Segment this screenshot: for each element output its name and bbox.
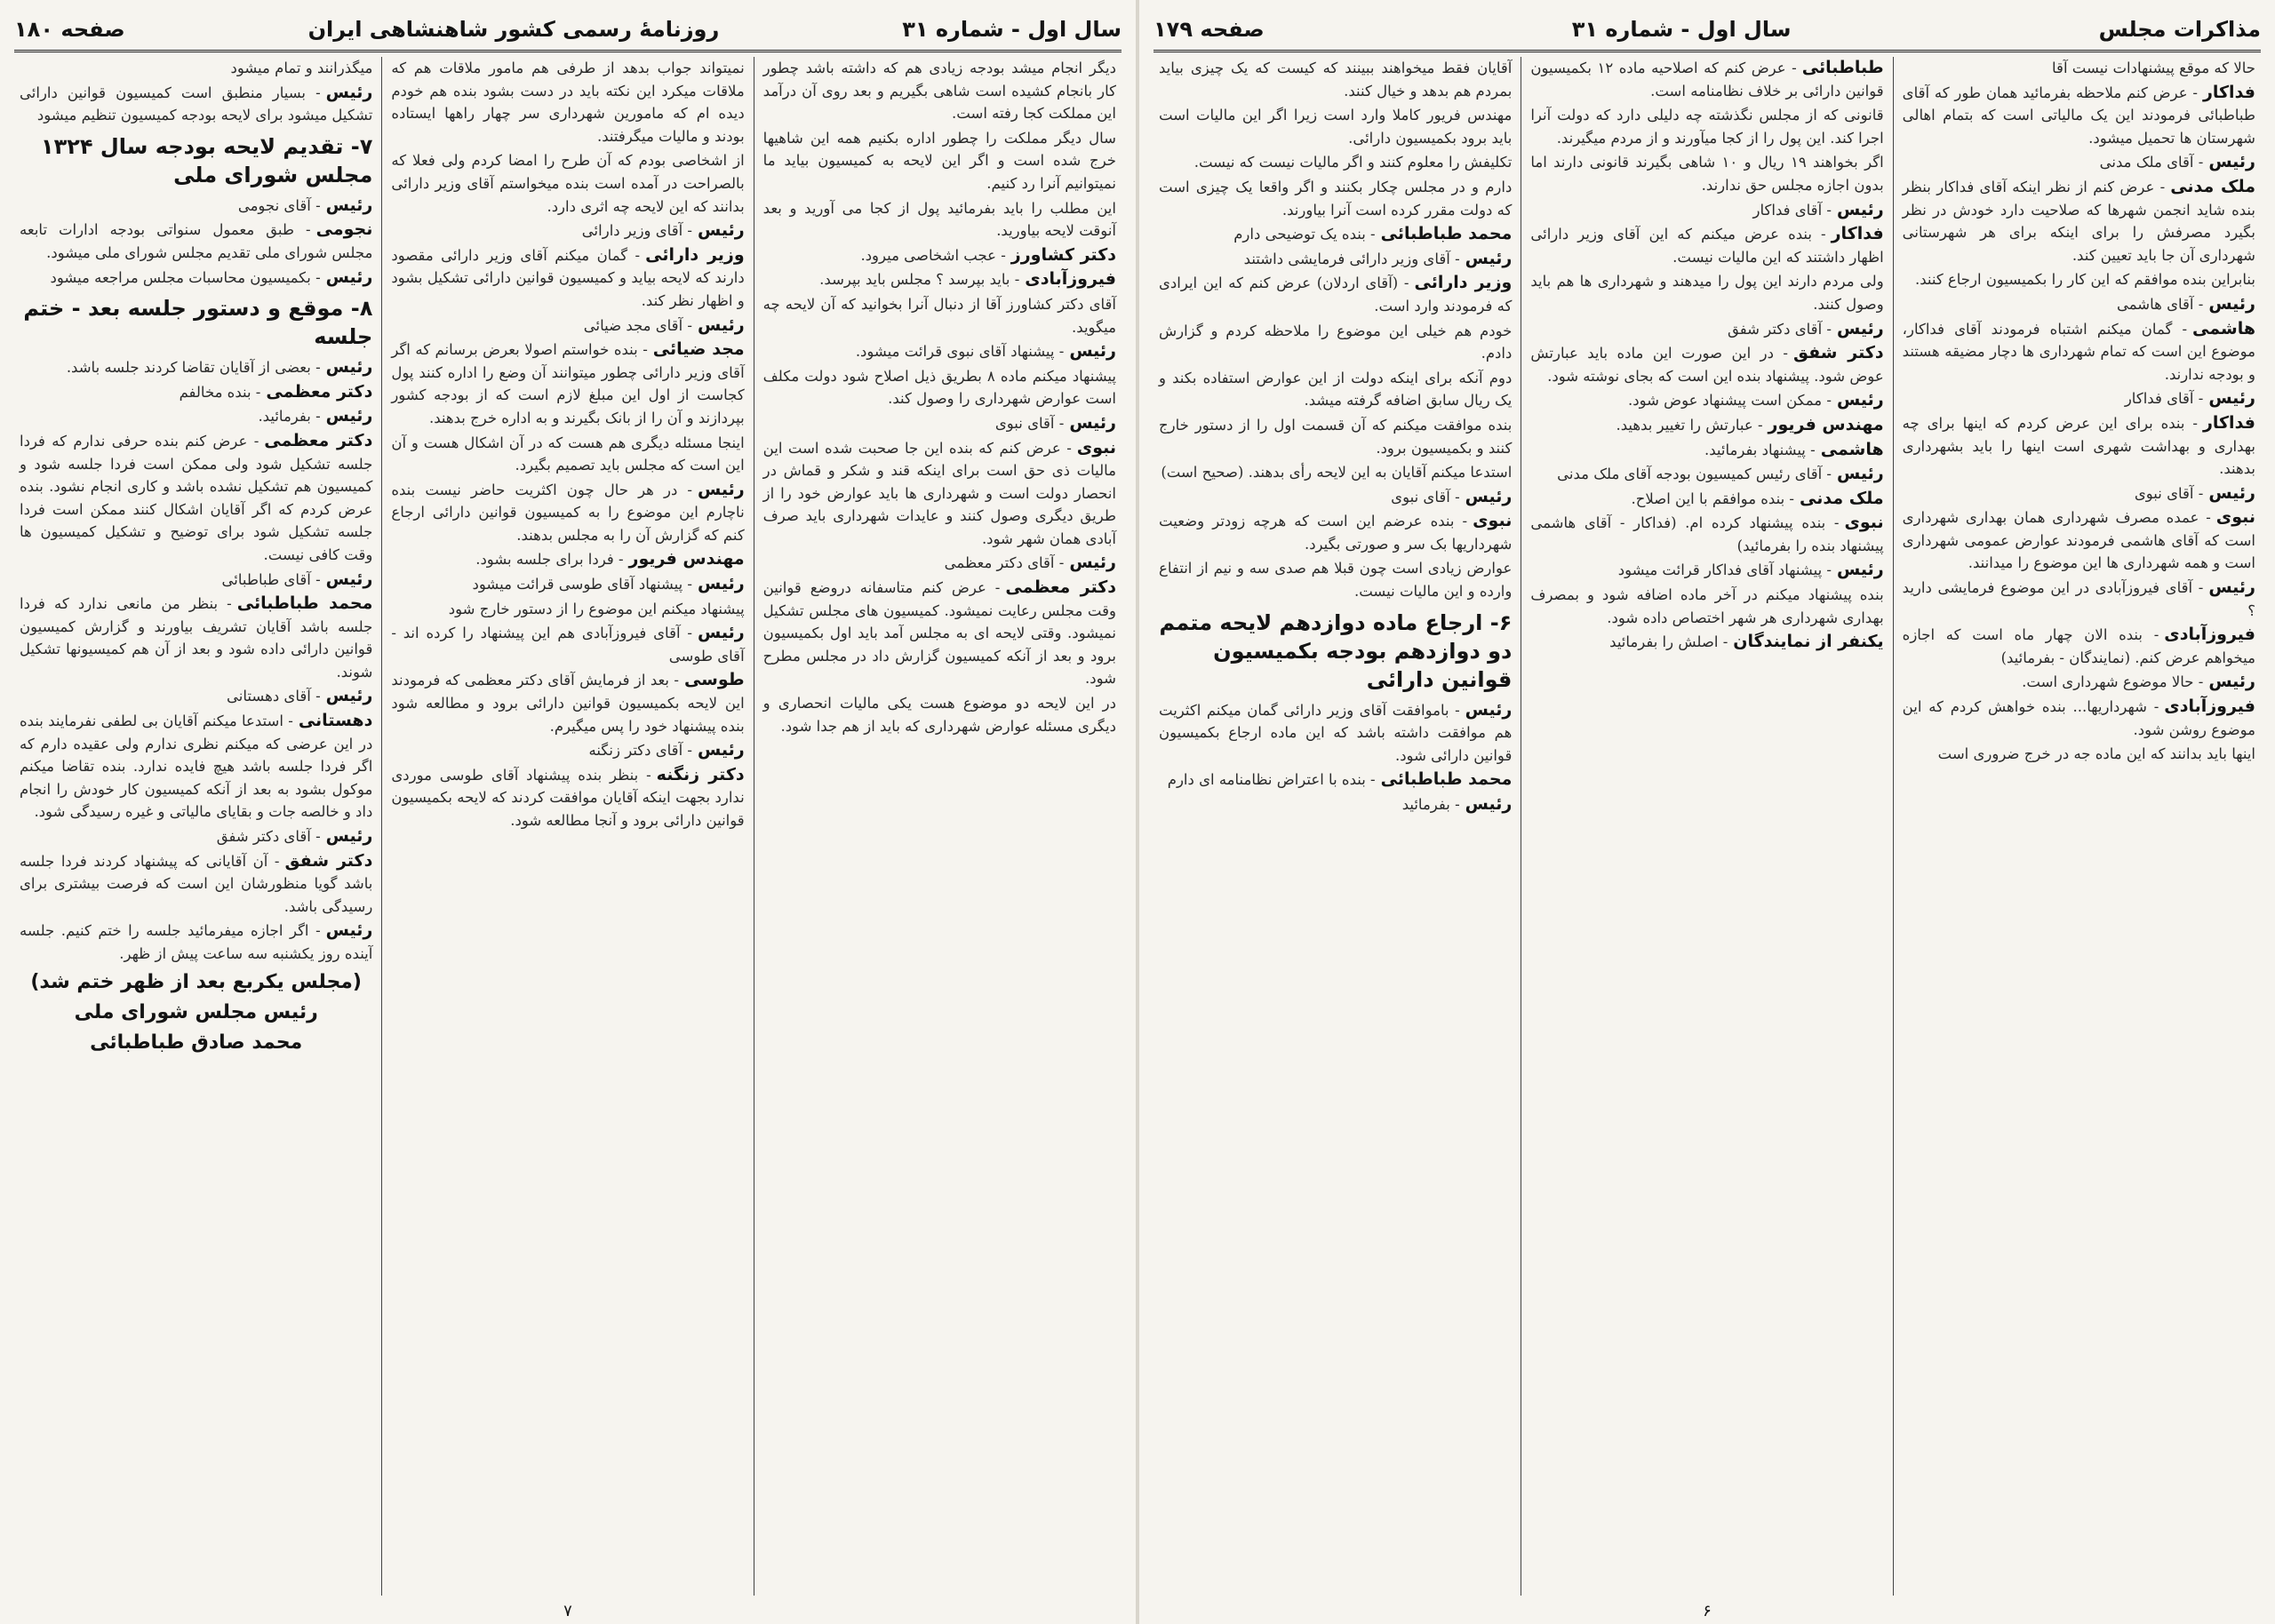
speech-paragraph [1159, 176, 1512, 221]
speech-text: - گمان میکنم آقای وزیر دارائی مقصود دارند که لایحه بیاید و کمیسیون قوانین دارائی تشکیل بشود و اظهار نظر کند. [391, 246, 745, 309]
speaker-name: طباطبائی [1801, 58, 1884, 77]
speech-paragraph [1530, 512, 1883, 557]
page-footer-number: ۶ [1703, 1602, 1712, 1620]
speech-text: دوم آنکه برای اینکه دولت از این عوارض استفاده بکند و یک ریال سابق اضافه گرفته میشد. [1159, 369, 1513, 410]
speech-text: - آقای هاشمی [2116, 295, 2204, 313]
speaker-name: دکتر معظمی [1005, 577, 1117, 598]
speech-text: - پیشنهاد آقای طوسی قرائت میشود [472, 576, 692, 593]
right-page [1139, 0, 2275, 1624]
speech-text: ولی مردم دارند این پول را میدهند و شهرداری ها هم باید وصول کنند. [1530, 273, 1884, 313]
closing-line: محمد صادق طباطبائی [90, 1031, 303, 1054]
text-column [1893, 57, 2264, 1596]
speech-text: - آقای نجومی [237, 196, 321, 214]
issue-label: سال اول - شماره ۳۱ [902, 17, 1122, 42]
speech-text: - آقای دکتر شفق [216, 828, 321, 846]
speech-paragraph [1530, 270, 1883, 315]
left-page-header [14, 9, 1122, 52]
speech-text: - پیشنهاد آقای نبوی قرائت میشود. [855, 343, 1065, 361]
speech-paragraph [20, 82, 372, 127]
speech-paragraph [1159, 57, 1512, 102]
speech-text: - اگر اجازه میفرمائید جلسه را ختم کنیم. جلسه آینده روز یکشنبه سه ساعت پیش از ظهر. [20, 922, 373, 962]
closing-line: (مجلس یکربع بعد از ظهر ختم شد) [30, 970, 362, 993]
speech-paragraph [1530, 199, 1883, 222]
speech-text: - در این صورت این ماده باید عبارتش عوض شود. پیشنهاد بنده این است که بجای نوشته شود. [1530, 345, 1884, 385]
speech-paragraph [1530, 463, 1883, 486]
speech-text: - (آقای اردلان) عرض کنم که این ایرادی که فرمودند وارد است. [1159, 275, 1513, 314]
speaker-name: مجد ضیائی [652, 339, 745, 360]
speech-paragraph [1903, 57, 2255, 80]
speech-text: - استدعا میکنم آقایان بی لطفی نفرمایند بنده در این عرضی که میکنم نظری ندارم ولی عقیده دارم که اگر فردا جلسه باشد هیچ فایده ندارد. بنده تقاضا میکنم موکول بشود به بعد از آنکه کمیسیون کار خودش را انجام داد و خالصه جات و بقایای مالیاتی و غیره رسیدگی شود. [20, 712, 373, 821]
speech-paragraph [20, 381, 372, 404]
speech-paragraph [1530, 57, 1883, 102]
speech-text: - عجب اشخاصی میرود. [860, 246, 1006, 264]
speech-text: - در هر حال چون اکثریت حاضر نیست بنده ناچارم این موضوع را به کمیسیون قوانین دارائی ارجاع کنم که گزارش آن را به مجلس بدهند. [391, 481, 745, 544]
speech-paragraph [1159, 793, 1512, 816]
speech-text: - پیشنهاد بفرمائید. [1704, 441, 1816, 458]
speech-text: - آقای وزیر دارائی [581, 222, 692, 240]
gazette-title: مذاکرات مجلس [2098, 17, 2261, 42]
speech-text: - عرض کنم متاسفانه دروضع قوانین وقت مجلس رعایت نمیشود. کمیسیون های مجلس تشکیل نمیشود. وقتی لایحه ای به مجلس آمد باید اول بکمیسیون برود و بعد از آنکه کمیسیون گزارش داد در مجلس مطرح شود. [762, 579, 1116, 688]
speech-text: - آقای وزیر دارائی فرمایشی داشتند [1243, 250, 1460, 267]
speech-paragraph [763, 340, 1116, 363]
speaker-name: رئیس [1836, 199, 1884, 219]
speaker-name: رئیس [325, 82, 373, 102]
speech-text: - شهرداریها... بنده خواهش کردم که این موضوع روشن شود. [1902, 698, 2255, 738]
speech-paragraph [391, 739, 744, 762]
speech-paragraph [20, 850, 372, 919]
speaker-name: رئیس [1465, 248, 1513, 268]
speech-text: اینجا مسئله دیگری هم هست که در آن اشکال هست و آن این است که مجلس باید تصمیم بگیرد. [391, 434, 745, 474]
speech-text: بنده موافقت میکنم که آن قسمت اول را از دستور خارج کنند و بکمیسیون برود. [1159, 416, 1513, 457]
speech-text: - گمان میکنم اشتباه فرمودند آقای فداکار، موضوع این است که تمام شهرداری ها دچار مضیقه هستند و بودجه ندارند. [1902, 320, 2255, 383]
speaker-name: رئیس [1465, 794, 1513, 815]
speaker-name: رئیس [697, 574, 745, 594]
speech-paragraph [1530, 559, 1883, 582]
speech-text: - بنده عرض میکنم که این آقای وزیر دارائی اظهار داشتند که این مالیات نیست. [1530, 226, 1884, 266]
speaker-name: دکتر زنگنه [656, 764, 745, 784]
speech-paragraph [1530, 439, 1883, 462]
speaker-name: محمد طباطبائی [1380, 769, 1513, 790]
speaker-name: نبوی [1844, 513, 1884, 533]
speaker-name: رئیس [2208, 577, 2255, 598]
speaker-name: یکنفر از نمایندگان [1733, 632, 1884, 652]
speech-paragraph [1903, 176, 2255, 267]
speech-paragraph [763, 552, 1116, 575]
speech-text: - آقای دکتر زنگنه [588, 742, 692, 760]
speech-text: از اشخاصی بودم که آن طرح را امضا کردم ولی فعلا که بالصراحت در آمده است بنده میخواستم آقای وزیر دارائی بدانند که این لایحه چه اثری دارد. [391, 152, 745, 215]
speech-text: - باموافقت آقای وزیر دارائی گمان میکنم اکثریت هم موافقت داشته باشد که این ماده ارجاع بکمیسیون قوانین دارائی شود. [1159, 701, 1513, 764]
speech-paragraph [20, 356, 372, 379]
speech-text: - آقای نبوی [1391, 488, 1460, 506]
speech-text: بنابراین بنده موافقم که این کار را بکمیسیون ارجاع کنند. [1914, 271, 2255, 289]
text-column [1150, 57, 1521, 1596]
speech-paragraph [20, 219, 372, 264]
speech-text: - باید بپرسد ؟ مجلس باید بپرسد. [819, 271, 1020, 289]
speech-paragraph [20, 825, 372, 848]
speech-paragraph [391, 219, 744, 243]
speaker-name: دکتر شفق [284, 850, 373, 871]
speech-paragraph [1159, 510, 1512, 555]
speech-paragraph [391, 573, 744, 596]
speech-paragraph [20, 593, 372, 683]
speech-paragraph [1530, 342, 1883, 387]
speech-text: اینها باید بدانند که این ماده جه در خرج ضروری است [1937, 745, 2255, 763]
speaker-name: رئیس [325, 357, 373, 378]
speech-text: - آقای ملک مدنی [2099, 154, 2204, 171]
speaker-name: مهندس فریور [1768, 414, 1884, 434]
speech-text: - بنده با اعتراض نظامنامه ای دارم [1167, 771, 1376, 789]
page-footer-number: ۷ [563, 1602, 572, 1620]
speech-text: دارم و در مجلس چکار بکنند و اگر واقعا یک چیزی است که دولت مقرر کرده است آنرا بیاورند. [1159, 178, 1513, 219]
speaker-name: رئیس [1836, 318, 1884, 338]
speech-paragraph [1159, 272, 1512, 317]
right-columns [1150, 57, 2264, 1596]
speech-paragraph [1530, 223, 1883, 268]
speech-text: پیشنهاد میکنم ماده ۸ بطریق ذیل اصلاح شود دولت مکلف است عوارض شهرداری را وصول کند. [762, 367, 1116, 408]
speech-text: - بفرمائید. [258, 408, 321, 426]
speaker-name: رئیس [2208, 152, 2255, 172]
speech-text: - بنده پیشنهاد کرده ام. (فداکار - آقای هاشمی پیشنهاد بنده را بفرمائید) [1530, 514, 1884, 554]
speech-paragraph [1159, 414, 1512, 459]
speech-paragraph [763, 437, 1116, 551]
section-heading: ۶- ارجاع ماده دوازدهم لایحه متمم دو دوازدهم بودجه بکمیسیون قوانین دارائی [1159, 609, 1513, 692]
speaker-name: رئیس [1836, 464, 1884, 484]
speaker-name: رئیس [325, 195, 373, 215]
speaker-name: نبوی [1076, 437, 1116, 458]
speech-paragraph [763, 57, 1116, 125]
speech-text: خودم هم خیلی این موضوع را ملاحظه کردم و گزارش دادم. [1159, 322, 1513, 362]
speech-text: - آقای دکتر معظمی [944, 554, 1065, 572]
speaker-name: رئیس [1069, 412, 1116, 433]
speech-paragraph [763, 127, 1116, 195]
speech-text: - عرض کنم بنده حرفی ندارم که فردا جلسه تشکیل شود ولی ممکن است فردا جلسه شود و کمیسیون هم تشکیل نشده باشد و کاری انجام نشود. بنده عرض کردم که اگر آقایان اشکال کنند ممکن است فردا جلسه تشکیل شود برای توضیح و تشکیل کمیسیون ها وقت کافی نیست. [20, 432, 373, 563]
speech-text: عوارض زیادی است چون قبلا هم صدی سه و نیم از انتفاع وارده و این مالیات نیست. [1159, 560, 1513, 601]
speaker-name: رئیس [1836, 560, 1884, 580]
speech-text: در این لایحه دو موضوع هست یکی مالیات انحصاری و دیگری مسئله عوارض شهرداری که باید از هم جدا شود. [762, 695, 1116, 735]
speech-paragraph [763, 412, 1116, 435]
speech-paragraph [1530, 104, 1883, 149]
speaker-name: وزیر دارائی [1414, 273, 1513, 293]
speech-paragraph [20, 405, 372, 428]
speech-text: - آقای دکتر شفق [1728, 320, 1832, 338]
text-column [11, 57, 381, 1596]
speaker-name: رئیس [1465, 486, 1513, 506]
speech-paragraph [1159, 486, 1512, 509]
speaker-name: ملک مدنی [1799, 488, 1884, 508]
speaker-name: ملک مدنی [2170, 176, 2255, 196]
speech-paragraph [391, 548, 744, 571]
speech-text: قانونی که از مجلس نگذشته چه دلیلی دارد که دولت آنرا اجرا کند. این پول را از کجا میآورند و از مردم میگیرند. [1530, 107, 1884, 147]
speaker-name: رئیس [697, 740, 745, 760]
speaker-name: دکتر کشاورز [1010, 244, 1116, 265]
speech-paragraph [1530, 584, 1883, 629]
speech-text: سال دیگر مملکت را چطور اداره بکنیم همه این شاهیها خرج شده است و اگر این لایحه به کمیسیون بیاید ما نمیتوانیم آنرا رد کنیم. [762, 129, 1116, 192]
speech-text: دیگر انجام میشد بودجه زیادی هم که داشته باشد چطور کار بانجام کشیده است شاهی بگیریم و بعد روی آن درآمد این مملکت کجا رفته است. [762, 60, 1116, 123]
speaker-name: رئیس [697, 623, 745, 643]
speech-text: این مطلب را باید بفرمائید پول از کجا می آورید و بعد آنوقت لایحه بیاورید. [762, 199, 1116, 240]
speech-text: - بنده الان چهار ماه است که اجازه میخواهم عرض کنم. (نمایندگان - بفرمائید) [1902, 626, 2255, 666]
speech-text: - آقای دهستانی [227, 688, 321, 705]
speech-paragraph [763, 197, 1116, 243]
speech-text: - بعضی از آقایان تقاضا کردند جلسه باشد. [66, 359, 321, 377]
speech-paragraph [1159, 367, 1512, 412]
section-heading: ۷- تقدیم لایحه بودجه سال ۱۳۲۴ مجلس شورای ملی [40, 133, 373, 187]
speech-paragraph [1903, 696, 2255, 741]
speech-paragraph [1903, 151, 2255, 174]
speaker-name: هاشمی [1820, 439, 1884, 459]
speech-paragraph [391, 338, 744, 429]
speech-paragraph [391, 764, 744, 832]
speech-text: - عرض کنم ملاحظه بفرمائید همان طور که آقای طباطبائی فرمودند این یک مالیاتی است که بتمام اهالی شهرستان ها تحمیل میشود. [1902, 84, 2255, 147]
speech-text: - بنده عرضم این است که هرچه زودتر وضعیت شهرداریها بک سر و صورتی بگیرد. [1159, 513, 1513, 553]
speech-text: - بکمیسیون محاسبات مجلس مراجعه میشود [50, 268, 321, 286]
speech-paragraph [391, 622, 744, 667]
speaker-name: فیروزآبادی [1025, 269, 1116, 290]
speech-text: - بنظر بنده پیشنهاد آقای طوسی موردی ندارد بجهت اینکه آقایان موافقت کردند که لایحه بکمیسیون قوانین دارائی برود و آنجا مطالعه شود. [391, 766, 745, 829]
speech-paragraph [1159, 104, 1512, 149]
speech-paragraph [1903, 268, 2255, 291]
speaker-name: رئیس [2208, 672, 2255, 692]
speaker-name: رئیس [325, 267, 373, 287]
speech-paragraph [1903, 743, 2255, 766]
speaker-name: دکتر شفق [1793, 343, 1884, 363]
speech-text: استدعا میکنم آقایان به این لایحه رأی بدهند. (صحیح است) [1161, 464, 1513, 482]
speech-paragraph [1530, 389, 1883, 412]
speech-text: - آقای فیروزآبادی در این موضوع فرمایشی دارید ؟ [1902, 579, 2255, 619]
speech-text: میگذرانند و تمام میشود [230, 60, 373, 76]
speech-text: - پیشنهاد آقای فداکار قرائت میشود [1617, 561, 1832, 579]
speaker-name: نبوی [1473, 511, 1513, 531]
speech-text: - بنده یک توضیحی دارم [1233, 226, 1376, 243]
speaker-name: فیروزآبادی [2164, 625, 2255, 645]
speech-paragraph [1903, 624, 2255, 669]
speech-text: - آقای نبوی [2134, 484, 2204, 502]
speech-text: - بفرمائید [1401, 796, 1460, 814]
speech-text: - آن آقایانی که پیشنهاد کردند فردا جلسه باشد گویا منظورشان این است که فرصت بیشتری برای رسیدگی باشد. [20, 852, 373, 915]
speech-text: - آقای نبوی [994, 414, 1065, 432]
speech-text: - بنده برای این عرض کردم که اینها برای چه بهداری و بهداشت شهری است اینها را باید بشهرداری بدهند. [1902, 414, 2255, 478]
text-column [1521, 57, 1892, 1596]
speech-paragraph [391, 314, 744, 338]
speech-text: - فردا برای جلسه بشود. [475, 551, 624, 569]
speech-text: - بنده موافقم با این اصلاح. [1631, 490, 1794, 507]
speaker-name: نجومی [315, 219, 373, 240]
speech-text: - عرض کنم که بنده این جا صحبت شده است این مالیات ذی حق است برای اینکه قند و شکر و قماش در انحصار دولت است و شهرداری ها باید عوارض خود را از طریق دیگری وصول کنند و عایدات شهرداری باید صرف آبادی همان شهر شود. [762, 439, 1116, 547]
page-number: صفحه ۱۸۰ [14, 17, 125, 42]
speech-text: - آقای رئیس کمیسیون بودجه آقای ملک مدنی [1557, 466, 1832, 483]
speech-text: - حالا موضوع شهرداری است. [2022, 673, 2204, 691]
speech-paragraph [763, 692, 1116, 737]
speaker-name: مهندس فریور [628, 549, 745, 569]
speaker-name: فیروزآبادی [2164, 697, 2255, 717]
speaker-name: رئیس [325, 826, 373, 847]
speaker-name: دکتر معظمی [266, 381, 373, 402]
speaker-name: رئیس [697, 479, 745, 499]
left-page [0, 0, 1136, 1624]
speech-paragraph [1903, 293, 2255, 316]
speech-text: نمیتواند جواب بدهد از طرفی هم مامور ملاقات هم که ملاقات میکرد این نکته باید در دست بشود بنده هم خودم دیده ام که مامورین شهرداری سر چهار راهها ایستاده بودند و مالیات میگرفتند. [391, 60, 745, 145]
speaker-name: رئیس [697, 220, 745, 241]
speech-paragraph [1159, 461, 1512, 484]
speaker-name: رئیس [697, 314, 745, 335]
speaker-name: رئیس [1465, 699, 1513, 720]
speech-text: - آقای فداکار [1752, 201, 1832, 219]
speech-paragraph [1159, 320, 1512, 365]
speaker-name: رئیس [325, 406, 373, 426]
speaker-name: محمد طباطبائی [236, 593, 373, 614]
speech-paragraph [391, 244, 744, 313]
speech-paragraph [1903, 577, 2255, 622]
speaker-name: وزیر دارائی [645, 244, 745, 265]
speech-paragraph [1530, 151, 1883, 196]
page-number: صفحه ۱۷۹ [1153, 17, 1265, 42]
speech-text: تکلیفش را معلوم کنند و اگر مالیات نیست که نیست. [1193, 154, 1513, 171]
speech-paragraph [20, 569, 372, 592]
speech-text: - عرض کنم از نظر اینکه آقای فداکار بنظر بنده شاید انجمن شهرها که صلاحیت دارد خودش در نظر بگیرد مصرفش را برای اینکه برای هر شهرستانی شهرداری آن جا باید تعیین کند. [1902, 178, 2255, 264]
speech-text: - بسیار منطبق است کمیسیون قوانین دارائی تشکیل میشود برای لایحه بودجه کمیسیون تنظیم میشود [20, 84, 373, 124]
speech-paragraph [1159, 223, 1512, 246]
speech-paragraph [391, 479, 744, 547]
speech-paragraph [763, 365, 1116, 410]
speech-text: - عرض کنم که اصلاحیه ماده ۱۲ بکمیسیون قوانین دارائی بر خلاف نظامنامه است. [1530, 60, 1884, 100]
speech-text: - آقای فداکار [2124, 390, 2204, 408]
speech-text: حالا که موقع پیشنهادات نیست آقا [2052, 60, 2255, 76]
speech-paragraph [1530, 631, 1883, 654]
speech-paragraph [391, 598, 744, 621]
speech-text: پیشنهاد میکنم این موضوع را از دستور خارج شود [448, 600, 745, 617]
speech-paragraph [20, 710, 372, 824]
speech-text: - آقای فیروزآبادی هم این پیشنهاد را کرده اند - آقای طوسی [391, 625, 745, 665]
speech-text: - آقای مجد ضیائی [583, 316, 692, 334]
gazette-title: روزنامهٔ رسمی کشور شاهنشاهی ایران [307, 17, 720, 42]
left-columns [11, 57, 1125, 1596]
speech-text: - عمده مصرف شهرداری همان بهداری شهرداری است که آقای هاشمی فرمودند عوارض عمومی شهرداری است و همه شهرداری ها این موضوع را میدانند. [1902, 509, 2255, 572]
speech-paragraph [1903, 318, 2255, 386]
speech-paragraph [1530, 414, 1883, 437]
speech-paragraph [1159, 699, 1512, 768]
speech-paragraph [1903, 671, 2255, 694]
speech-paragraph [1903, 506, 2255, 575]
speech-paragraph [1159, 768, 1512, 792]
speaker-name: رئیس [2208, 482, 2255, 503]
speech-paragraph [20, 430, 372, 567]
speech-text: مهندس فریور کاملا وارد است زیرا اگر این مالیات است باید برود بکمیسیون دارائی. [1159, 107, 1513, 147]
speaker-name: محمد طباطبائی [1380, 224, 1513, 244]
speech-text: اگر بخواهند ۱۹ ریال و ۱۰ شاهی بگیرند قانونی دارند اما بدون اجازه مجلس حق ندارند. [1530, 154, 1884, 194]
speech-paragraph [1903, 412, 2255, 481]
speech-text: آقای دکتر کشاورز آقا از دنبال آنرا بخوانید که آن لایحه چه میگوید. [762, 295, 1116, 336]
speech-text: آقایان فقط میخواهند ببینند که کیست که یک چیزی بیاید بمردم هم بدهد و خیال کنند. [1159, 60, 1513, 100]
speaker-name: نبوی [2215, 507, 2255, 528]
speaker-name: دهستانی [298, 711, 373, 731]
speech-paragraph [391, 432, 744, 477]
speaker-name: رئیس [1069, 341, 1116, 362]
speech-paragraph [1530, 488, 1883, 511]
speech-text: - طبق معمول سنواتی بودجه ادارات تابعه مجلس شورای ملی تقدیم مجلس شورای ملی میشود. [20, 221, 373, 261]
speech-text: - بنده خواستم اصولا بعرض برسانم که اگر آقای وزیر دارائی چطور میتوانند آن وضع را اداره کنند پول کجاست از اول این مبلغ لازم است که از بودجه کشور بپردازند و آن را از بانک بگیرند و به اداره خرج بدهند. [391, 341, 745, 426]
speech-text: - بعد از فرمایش آقای دکتر معظمی که فرمودند این لایحه بکمیسیون قوانین دارائی برود و مطالعه شود بنده پیشنهاد خود را پس میگیرم. [391, 672, 745, 735]
speech-text: - بنده مخالفم [179, 383, 261, 401]
speech-text: - بنظر من مانعی ندارد که فردا جلسه باشد آقایان تشریف بیاورند و گزارش کمیسیون قوانین دارائی داده شود و بعد از آن هم کمیسیونها تشکیل شوند. [20, 595, 373, 681]
closing-line: رئیس مجلس شورای ملی [74, 1000, 318, 1023]
speaker-name: رئیس [325, 920, 373, 941]
speaker-name: فداکار [2202, 82, 2255, 102]
speech-paragraph [391, 149, 744, 218]
issue-label: سال اول - شماره ۳۱ [1571, 17, 1792, 42]
speech-paragraph [391, 57, 744, 147]
speech-paragraph [1159, 151, 1512, 174]
speaker-name: طوسی [683, 670, 745, 690]
speaker-name: دکتر معظمی [264, 430, 373, 450]
speech-paragraph [20, 685, 372, 708]
speaker-name: فداکار [1831, 224, 1884, 244]
speaker-name: رئیس [1836, 390, 1884, 410]
speaker-name: رئیس [325, 686, 373, 706]
speech-text: - عبارتش را تغییر بدهید. [1616, 416, 1763, 434]
speech-paragraph [20, 267, 372, 290]
speech-paragraph [1903, 82, 2255, 150]
speaker-name: رئیس [325, 569, 373, 589]
speech-text: - آقای طباطبائی [221, 570, 321, 588]
speech-paragraph [763, 244, 1116, 267]
speaker-name: رئیس [2208, 388, 2255, 409]
speaker-name: فداکار [2202, 412, 2255, 433]
speaker-name: هاشمی [2192, 318, 2255, 338]
right-page-header [1153, 9, 2261, 52]
speech-paragraph [1903, 387, 2255, 410]
speech-paragraph [1159, 248, 1512, 271]
section-heading: ۸- موقع و دستور جلسه بعد - ختم جلسه [23, 296, 373, 350]
speech-paragraph [1159, 557, 1512, 602]
speech-paragraph [20, 57, 372, 80]
speech-paragraph [763, 268, 1116, 291]
speech-paragraph [1530, 318, 1883, 341]
speech-paragraph [20, 919, 372, 965]
text-column [381, 57, 753, 1596]
speech-paragraph [20, 195, 372, 218]
speech-paragraph [1903, 482, 2255, 506]
speech-paragraph [763, 293, 1116, 338]
speech-paragraph [391, 669, 744, 737]
speech-text: - ممکن است پیشنهاد عوض شود. [1628, 392, 1832, 410]
speech-text: - اصلش را بفرمائید [1609, 633, 1728, 651]
speaker-name: رئیس [1069, 553, 1116, 573]
speech-paragraph [763, 577, 1116, 690]
speech-text: بنده پیشنهاد میکنم در آخر ماده اضافه شود و بمصرف بهداری شهرداری هر شهر اختصاص داده شود. [1530, 586, 1884, 626]
text-column [754, 57, 1125, 1596]
speaker-name: رئیس [2208, 293, 2255, 314]
